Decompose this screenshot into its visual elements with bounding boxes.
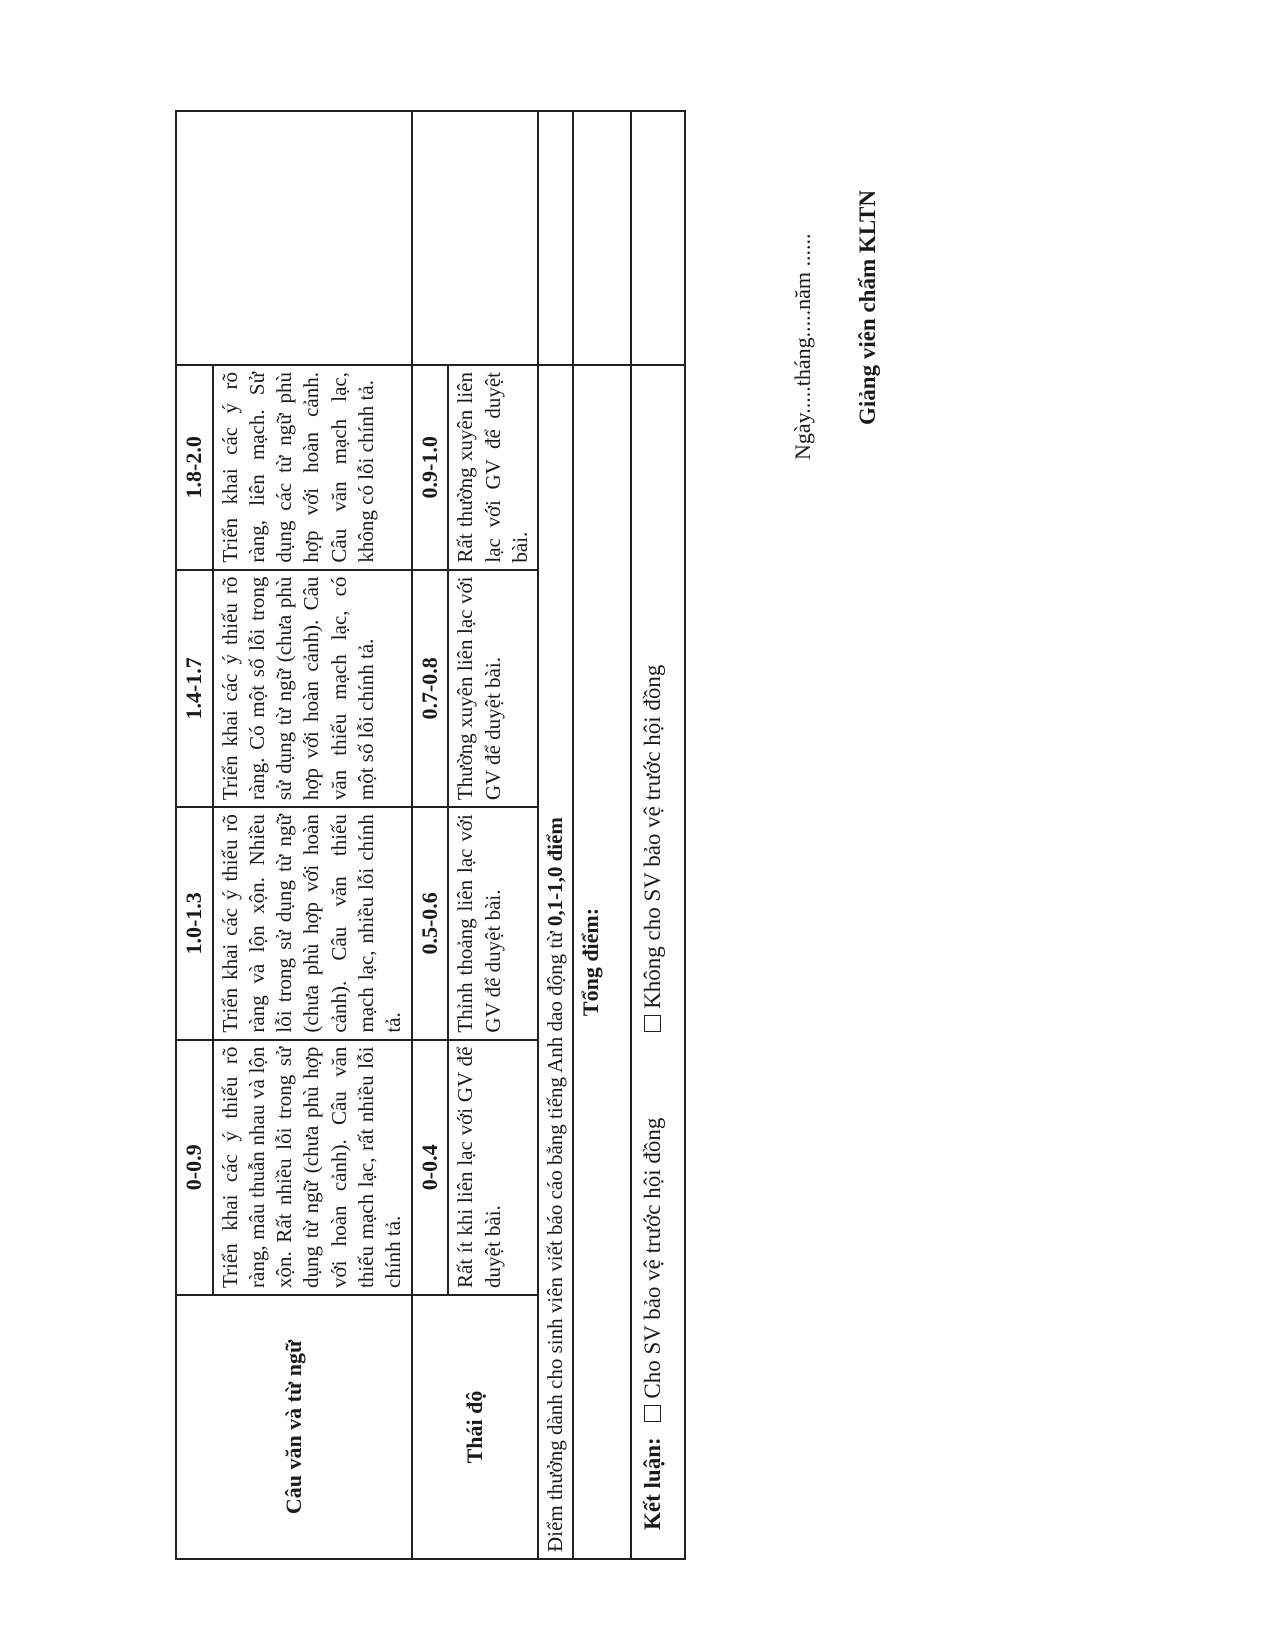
band-description: Rất ít khi liên lạc với GV để duyệt bài. [448,1040,538,1295]
total-label: Tổng điểm: [573,365,631,1559]
score-cell [176,111,412,365]
band-description: Rất thường xuyên liên lạc với GV để duyệt bài. [448,365,538,570]
criterion-cell: Thái độ [412,1295,538,1559]
band-range: 1.8-2.0 [176,365,213,570]
criterion-cell: Câu văn và từ ngữ [176,1295,412,1559]
bonus-note-text: Điểm thưởng dành cho sinh viên viết báo cáo bằng tiếng Anh dao động từ [543,926,568,1552]
band-description: Triển khai các ý thiếu rõ ràng. Có một số lỗi trong sử dụng từ ngữ (chưa phù hợp với hoàn cảnh). Câu văn thiếu mạch lạc, có một số lỗi chính tả. [213,570,412,808]
rubric-row-sentences [176,111,213,1559]
deny-defense-label: Không cho SV bảo vệ trước hội đồng [640,664,665,1009]
band-range: 0-0.4 [412,1040,449,1295]
rubric-row-attitude [412,111,449,1559]
total-score-cell [573,111,631,365]
band-range: 0.5-0.6 [412,807,449,1039]
conclusion-label: Kết luận: [640,1437,665,1530]
date-line: Ngày.....tháng.....năm ...... [790,233,815,460]
band-description: Thỉnh thoảng liên lạc với GV để duyệt bài. [448,807,538,1039]
band-description: Triển khai các ý thiếu rõ ràng và lộn xộn. Nhiều lỗi trong sử dụng từ ngữ (chưa phù hợp với hoàn cảnh). Câu văn thiếu mạch lạc, nhiều lỗi chính tả. [213,807,412,1039]
bonus-note-range: 0,1-1,0 điểm [543,817,568,927]
band-description: Triển khai các ý thiếu rõ ràng, mâu thuẫn nhau và lộn xộn. Rất nhiều lỗi trong sử dụng từ ngữ (chưa phù hợp với hoàn cảnh). Câu văn thiếu mạch lạc, rất nhiều lỗi chính tả. [213,1040,412,1295]
bonus-note [538,365,573,1559]
blank-cell [631,111,685,365]
signer-title: Giảng viên chấm KLTN [855,190,880,425]
allow-defense-label: Cho SV bảo vệ trước hội đồng [640,1117,665,1399]
allow-defense-checkbox[interactable] [644,1405,661,1422]
total-row [573,111,631,1559]
score-cell [412,111,538,365]
grading-rubric-table [175,110,686,1560]
band-description: Triển khai các ý rõ ràng, liên mạch. Sử dụng các từ ngữ phù hợp với hoàn cảnh. Câu văn mạch lạc, không có lỗi chính tả. [213,365,412,570]
band-range: 1.4-1.7 [176,570,213,808]
conclusion-line [640,665,666,1530]
band-description: Thường xuyên liên lạc với GV để duyệt bài. [448,570,538,808]
deny-defense-checkbox[interactable] [644,1015,661,1032]
bonus-note-row [538,111,573,1559]
band-range: 0.9-1.0 [412,365,449,570]
band-range: 0.7-0.8 [412,570,449,808]
band-range: 0-0.9 [176,1040,213,1295]
band-range: 1.0-1.3 [176,807,213,1039]
bonus-score-cell [538,111,573,365]
